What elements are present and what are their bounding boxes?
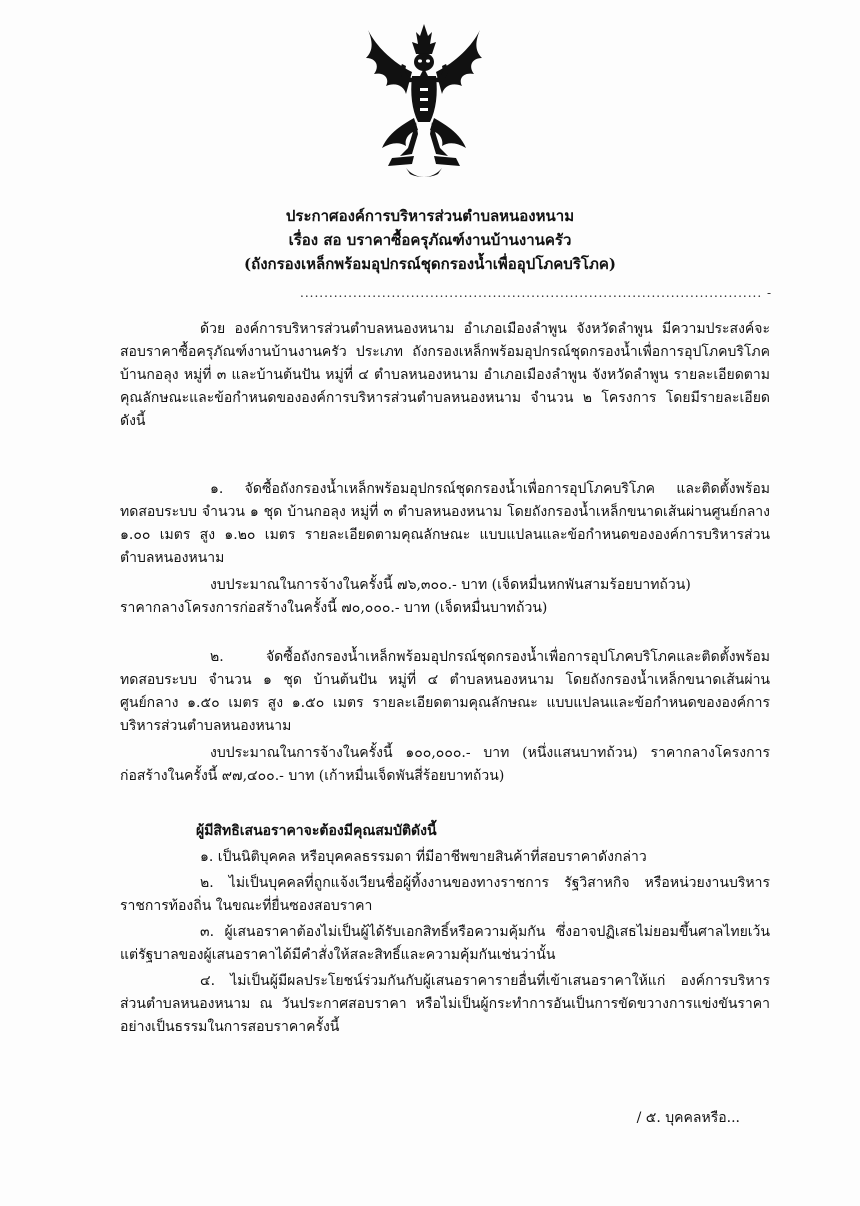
qualification-item: ๒. ไม่เป็นบุคคลที่ถูกแจ้งเวียนชื่อผู้ทิ้งงานของทางราชการ รัฐวิสาหกิจ หรือหน่วยงานบริหารราชการท้องถิ่น ในขณะที่ยื่นซองสอบราคา bbox=[120, 875, 770, 914]
project-2 bbox=[120, 646, 770, 738]
project-2-text: ๒. จัดซื้อถังกรองน้ำเหล็กพร้อมอุปกรณ์ชุดกรองน้ำเพื่อการอุปโภคบริโภคและติดตั้งพร้อมทดสอบระบบ จำนวน ๑ ชุด บ้านต้นปัน หมู่ที่ ๔ ตำบลหนองหนาม โดยถังกรองน้ำเหล็กขนาดเส้นผ่านศูนย์กลาง ๑.๕๐ เมตร สูง ๑.๕๐ เมตร รายละเอียดตามคุณลักษณะ แบบแปลนและข้อกำหนดขององค์การบริหารส่วนตำบลหนองหนาม bbox=[120, 649, 770, 734]
qualification-item: ๓. ผู้เสนอราคาต้องไม่เป็นผู้ได้รับเอกสิทธิ์หรือความคุ้มกัน ซึ่งอาจปฏิเสธไม่ยอมขึ้นศาลไทยเว้นแต่รัฐบาลของผู้เสนอราคาได้มีคำสั่งให้สละสิทธิ์และความคุ้มกันเช่นว่านั้น bbox=[120, 924, 770, 963]
project-1-median-text: ราคากลางโครงการก่อสร้างในครั้งนี้ ๗๐,๐๐๐.- บาท (เจ็ดหมื่นบาทถ้วน) bbox=[120, 600, 548, 616]
qualifications-heading: ผู้มีสิทธิเสนอราคาจะต้องมีคุณสมบัติดังนี้ bbox=[196, 823, 437, 839]
announcement-title bbox=[150, 204, 710, 276]
title-line-subject: เรื่อง สอ บราคาซื้อครุภัณฑ์งานบ้านงานครัว bbox=[288, 231, 572, 249]
project-1 bbox=[120, 478, 770, 570]
title-line-issuer: ประกาศองค์การบริหารส่วนตำบลหนองหนาม bbox=[285, 207, 575, 225]
project-2-budget bbox=[120, 742, 770, 788]
garuda-emblem-icon bbox=[362, 22, 486, 182]
qualification-item: ๑. เป็นนิติบุคคล หรือบุคคลธรรมดา ที่มีอาชีพขายสินค้าที่สอบราคาดังกล่าว bbox=[200, 849, 647, 865]
continuation-note: / ๕. บุคคลหรือ... bbox=[636, 1110, 740, 1126]
intro-paragraph bbox=[120, 318, 770, 433]
title-separator: ................................................................................................ - bbox=[300, 286, 773, 300]
project-1-budget-text: งบประมาณในการจ้างในครั้งนี้ ๗๖,๓๐๐.- บาท (เจ็ดหมื่นหกพันสามร้อยบาทถ้วน) bbox=[210, 577, 691, 593]
qualifications-list bbox=[120, 846, 770, 1042]
intro-text: ด้วย องค์การบริหารส่วนตำบลหนองหนาม อำเภอเมืองลำพูน จังหวัดลำพูน มีความประสงค์จะสอบราคาซื้อครุภัณฑ์งานบ้านงานครัว ประเภท ถังกรองเหล็กพร้อมอุปกรณ์ชุดกรองน้ำเพื่อการอุปโภคบริโภค บ้านกอลุง หมู่ที่ ๓ และบ้านต้นปัน หมู่ที่ ๔ ตำบลหนองหนาม อำเภอเมืองลำพูน จังหวัดลำพูน รายละเอียดตามคุณลักษณะและข้อกำหนดขององค์การบริหารส่วนตำบลหนองหนาม จำนวน ๒ โครงการ โดยมีรายละเอียดดังนี้ bbox=[120, 321, 770, 429]
title-line-item: (ถังกรองเหล็กพร้อมอุปกรณ์ชุดกรองน้ำเพื่ออุปโภคบริโภค) bbox=[244, 255, 616, 273]
project-2-budget-text: งบประมาณในการจ้างในครั้งนี้ ๑๐๐,๐๐๐.- บาท (หนึ่งแสนบาทถ้วน) ราคากลางโครงการก่อสร้างในครั้งนี้ ๙๗,๔๐๐.- บาท (เก้าหมื่นเจ็ดพันสี่ร้อยบาทถ้วน) bbox=[120, 745, 770, 784]
project-1-text: ๑. จัดซื้อถังกรองน้ำเหล็กพร้อมอุปกรณ์ชุดกรองน้ำเพื่อการอุปโภคบริโภค และติดตั้งพร้อมทดสอบระบบ จำนวน ๑ ชุด บ้านกอลุง หมู่ที่ ๓ ตำบลหนองหนาม โดยถังกรองน้ำเหล็กขนาดเส้นผ่านศูนย์กลาง ๑.๐๐ เมตร สูง ๑.๒๐ เมตร รายละเอียดตามคุณลักษณะ แบบแปลนและข้อกำหนดขององค์การบริหารส่วนตำบลหนองหนาม bbox=[120, 481, 770, 566]
qualification-item: ๔. ไม่เป็นผู้มีผลประโยชน์ร่วมกันกับผู้เสนอราคารายอื่นที่เข้าเสนอราคาให้แก่ องค์การบริหารส่วนตำบลหนองหนาม ณ วันประกาศสอบราคา หรือไม่เป็นผู้กระทำการอันเป็นการขัดขวางการแข่งขันราคาอย่างเป็นธรรมในการสอบราคาครั้งนี้ bbox=[120, 973, 770, 1035]
project-1-budget bbox=[120, 574, 770, 620]
